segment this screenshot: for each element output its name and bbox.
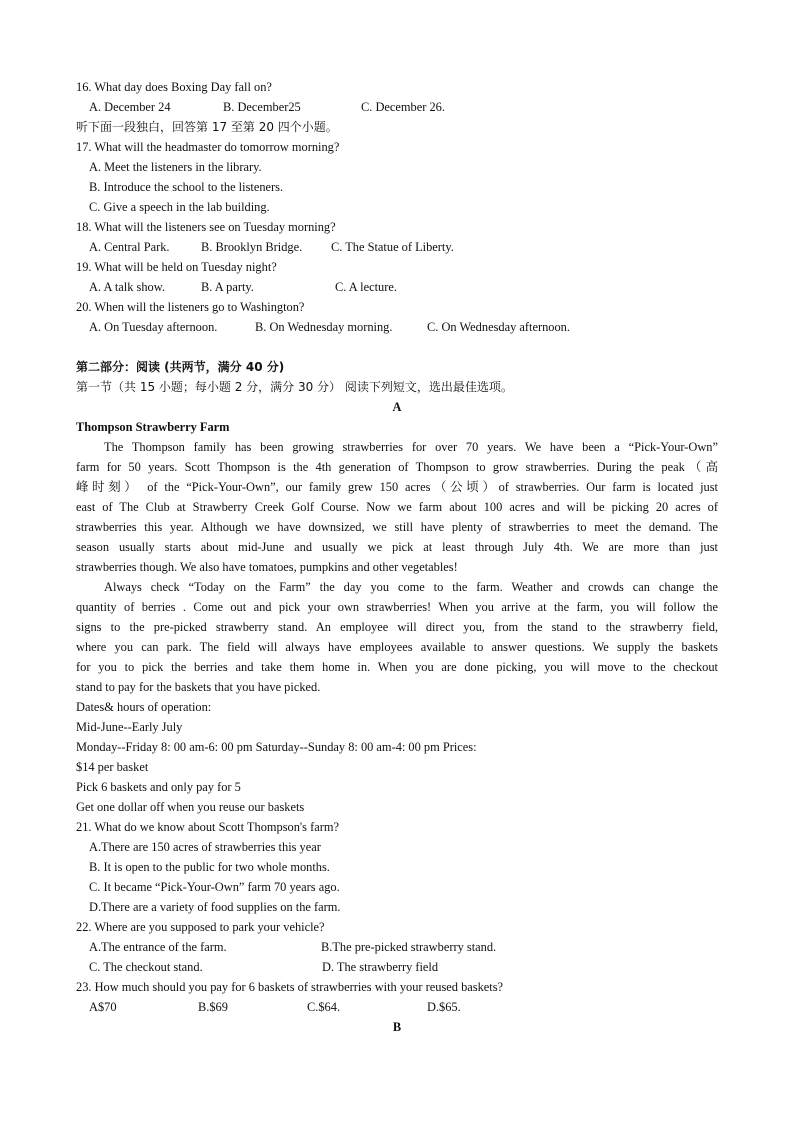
q22-option-b: B.The pre-picked strawberry stand. bbox=[321, 940, 497, 954]
q21-option-d: D.There are a variety of food supplies on the farm. bbox=[89, 900, 341, 914]
q18-option-a: A. Central Park. bbox=[89, 240, 170, 254]
q23-option-d: D.$65. bbox=[427, 1000, 461, 1014]
q20-option-c: C. On Wednesday afternoon. bbox=[427, 320, 570, 334]
question-16-stem: 16. What day does Boxing Day fall on? bbox=[76, 80, 272, 94]
q18-option-b: B. Brooklyn Bridge. bbox=[201, 240, 303, 254]
paragraph-2-line: stand to pay for the baskets that you have picked. bbox=[76, 680, 321, 694]
paragraph-2-line: quantity of berries . Come out and pick your own strawberries! When you arrive at the farm, you will follow the bbox=[76, 600, 718, 614]
q22-option-c: C. The checkout stand. bbox=[89, 960, 203, 974]
q21-option-b: B. It is open to the public for two whole months. bbox=[89, 860, 330, 874]
q17-option-c: C. Give a speech in the lab building. bbox=[89, 200, 270, 214]
question-20-stem: 20. When will the listeners go to Washington? bbox=[76, 300, 305, 314]
q23-option-b: B.$69 bbox=[198, 1000, 228, 1014]
q17-option-a: A. Meet the listeners in the library. bbox=[89, 160, 262, 174]
question-22-stem: 22. Where are you supposed to park your vehicle? bbox=[76, 920, 325, 934]
q20-option-a: A. On Tuesday afternoon. bbox=[89, 320, 218, 334]
paragraph-2-line: Always check “Today on the Farm” the day you come to the farm. Weather and crowds can change the bbox=[104, 580, 718, 594]
paragraph-1-line: strawberries this year. Although we have downsized, we still have plenty of strawberries to meet the demand. The bbox=[76, 520, 718, 534]
q16-option-c: C. December 26. bbox=[361, 100, 445, 114]
q22-option-d: D. The strawberry field bbox=[322, 960, 439, 974]
paragraph-2-line: signs to the pre-picked strawberry stand. An employee will direct you, from the stand to the strawberry field, bbox=[76, 620, 718, 634]
q21-option-a: A.There are 150 acres of strawberries this year bbox=[89, 840, 321, 854]
paragraph-1-line: east of The Club at Strawberry Creek Golf Course. Now we farm about 100 acres and will be picking 20 acres of bbox=[76, 500, 718, 514]
q21-option-c: C. It became “Pick-Your-Own” farm 70 years ago. bbox=[89, 880, 340, 894]
q22-option-a: A.The entrance of the farm. bbox=[89, 940, 227, 954]
question-23-options bbox=[76, 997, 718, 1017]
paragraph-1-line: strawberries though. We also have tomatoes, pumpkins and other vegetables! bbox=[76, 560, 458, 574]
info-hours-heading: Dates& hours of operation: bbox=[76, 700, 212, 714]
listening-instruction: 听下面一段独白，回答第 17 至第 20 四个小题。 bbox=[76, 120, 338, 134]
question-23-stem: 23. How much should you pay for 6 baskets of strawberries with your reused baskets? bbox=[76, 980, 504, 994]
passage-a-label: A bbox=[392, 400, 402, 414]
question-22-options-row1 bbox=[76, 937, 718, 957]
info-dates: Mid-June--Early July bbox=[76, 720, 183, 734]
passage-b-label: B bbox=[392, 1020, 402, 1034]
q18-option-c: C. The Statue of Liberty. bbox=[331, 240, 454, 254]
info-hours: Monday--Friday 8: 00 am-6: 00 pm Saturday--Sunday 8: 00 am-4: 00 pm Prices: bbox=[76, 740, 477, 754]
question-19-options bbox=[76, 277, 718, 297]
paragraph-1-line: 峰时刻） of the “Pick-Your-Own”, our family grew 150 acres（公顷）of strawberries. Our farm is located just bbox=[76, 480, 718, 494]
question-16-options bbox=[76, 97, 718, 117]
paragraph-1-line: The Thompson family has been growing strawberries for over 70 years. We have been a “Pick-Your-Own” bbox=[104, 440, 718, 454]
q19-option-b: B. A party. bbox=[201, 280, 254, 294]
paragraph-2-line: where you can park. The field will always have employees available to answer questions. We supply the baskets bbox=[76, 640, 718, 654]
section-one-title: 第一节（共 15 小题；每小题 2 分，满分 30 分） 阅读下列短文，选出最佳选项。 bbox=[76, 380, 513, 394]
q23-option-a: A$70 bbox=[89, 1000, 117, 1014]
paragraph-1-line: season usually starts about mid-June and usually we pick at least through July 4th. We are more than just bbox=[76, 540, 718, 554]
question-21-stem: 21. What do we know about Scott Thompson's farm? bbox=[76, 820, 339, 834]
paragraph-2-line: for you to pick the berries and take them home in. When you are done picking, you will move to the checkout bbox=[76, 660, 718, 674]
question-19-stem: 19. What will be held on Tuesday night? bbox=[76, 260, 277, 274]
q19-option-c: C. A lecture. bbox=[335, 280, 397, 294]
q19-option-a: A. A talk show. bbox=[89, 280, 165, 294]
info-offer: Pick 6 baskets and only pay for 5 bbox=[76, 780, 241, 794]
q20-option-b: B. On Wednesday morning. bbox=[255, 320, 393, 334]
q17-option-b: B. Introduce the school to the listeners. bbox=[89, 180, 284, 194]
paragraph-1-line: farm for 50 years. Scott Thompson is the 4th generation of Thompson to grow strawberries. During the peak（高 bbox=[76, 460, 718, 474]
q16-option-a: A. December 24 bbox=[89, 100, 171, 114]
info-discount: Get one dollar off when you reuse our baskets bbox=[76, 800, 305, 814]
question-17-stem: 17. What will the headmaster do tomorrow morning? bbox=[76, 140, 340, 154]
passage-title: Thompson Strawberry Farm bbox=[76, 420, 230, 434]
question-18-options bbox=[76, 237, 718, 257]
q16-option-b: B. December25 bbox=[223, 100, 301, 114]
info-price: $14 per basket bbox=[76, 760, 149, 774]
q23-option-c: C.$64. bbox=[307, 1000, 341, 1014]
part-two-title: 第二部分：阅读 (共两节，满分 40 分) bbox=[76, 360, 285, 374]
question-18-stem: 18. What will the listeners see on Tuesday morning? bbox=[76, 220, 336, 234]
question-22-options-row2 bbox=[76, 957, 718, 977]
question-20-options bbox=[76, 317, 718, 337]
